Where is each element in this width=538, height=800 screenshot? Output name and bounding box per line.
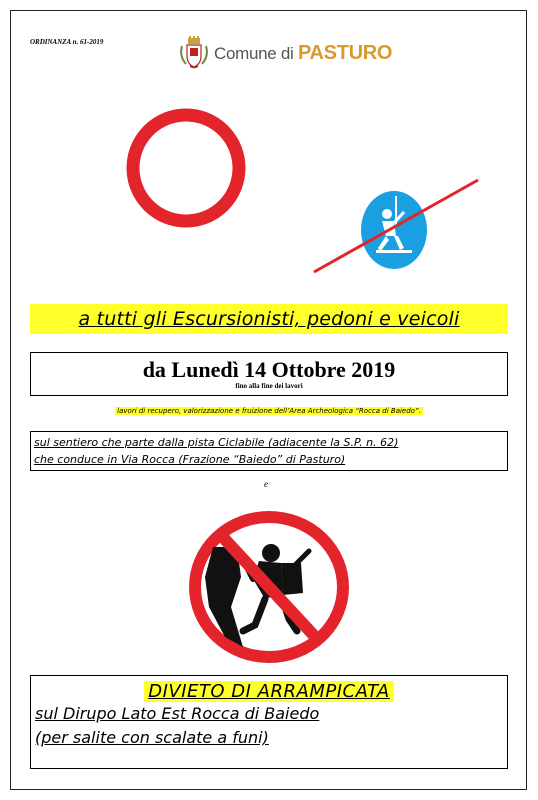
no-climbing-sign-icon xyxy=(185,507,353,667)
audience-banner xyxy=(30,304,508,334)
logo-name: PASTURO xyxy=(297,41,393,64)
logo-prefix: Comune di xyxy=(214,43,294,63)
path-line-2: che conduce in Via Rocca (Frazione “Baiedo” di Pasturo) xyxy=(34,453,346,466)
path-line-1: sul sentiero che parte dalla pista Ciclabile (adiacente la S.P. n. 62) xyxy=(34,436,399,449)
start-date: da Lunedì 14 Ottobre 2019 xyxy=(142,357,396,382)
ban-title-wrap xyxy=(31,681,507,702)
ban-title: DIVIETO DI ARRAMPICATA xyxy=(144,681,394,702)
audience-banner-text: a tutti gli Escursionisti, pedoni e veicoli xyxy=(78,308,460,330)
end-condition: fino alla fine dei lavori xyxy=(235,382,303,390)
works-note-text: lavori di recupero, valorizzazione e fruizione dell’Area Archeologica “Rocca di Baiedo”. xyxy=(117,407,421,415)
logo-text xyxy=(214,42,392,65)
date-box xyxy=(30,352,508,396)
no-vehicles-sign-icon xyxy=(124,106,248,230)
ban-detail: (per salite con scalate a funi) xyxy=(35,728,269,747)
coat-of-arms-icon xyxy=(178,36,210,70)
strike-through-line xyxy=(310,176,482,276)
ban-location: sul Dirupo Lato Est Rocca di Baiedo xyxy=(35,704,320,723)
municipality-logo xyxy=(178,36,392,70)
climbing-ban-box xyxy=(30,675,508,769)
conjunction: e xyxy=(264,479,268,489)
works-note xyxy=(30,398,508,417)
path-description-box xyxy=(30,431,508,471)
ordinance-number: ORDINANZA n. 61-2019 xyxy=(30,38,104,46)
